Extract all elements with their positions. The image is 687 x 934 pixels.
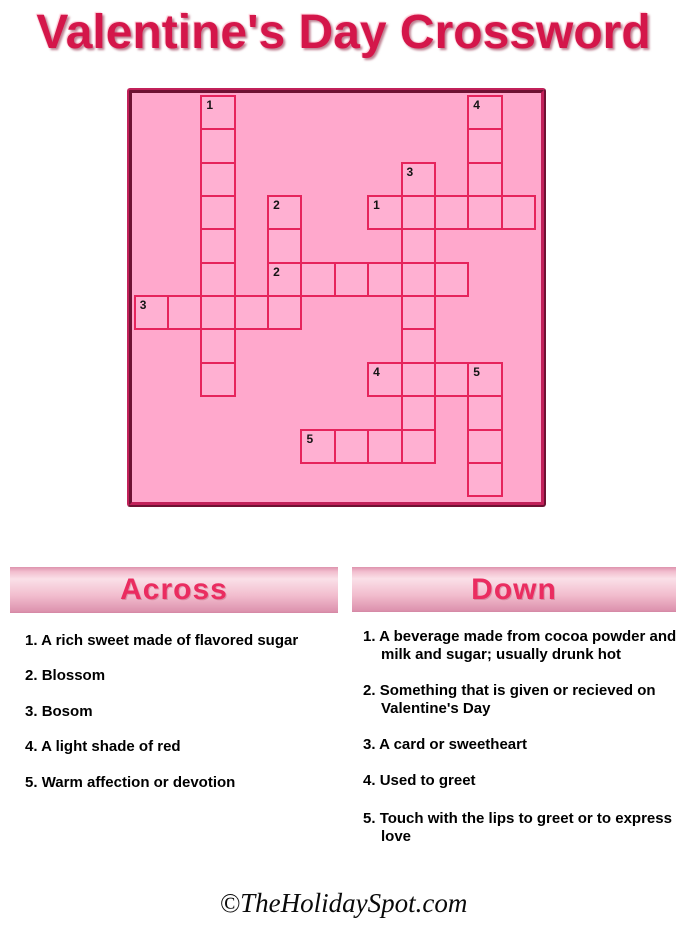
across-clue-1 [25,632,340,650]
crossword-cell[interactable] [467,362,502,397]
crossword-cell[interactable] [467,395,502,430]
crossword-cell[interactable] [467,195,502,230]
cell-number: 1 [373,198,380,213]
crossword-cell[interactable] [267,295,302,330]
clue-number: 2. [25,667,38,684]
crossword-cell[interactable] [267,228,302,263]
clue-text: A beverage made from cocoa powder and milk and sugar; usually drunk hot [379,628,677,663]
crossword-cell[interactable] [401,295,436,330]
crossword-cell[interactable] [401,262,436,297]
across-clue-5 [25,774,340,792]
cell-number: 3 [139,298,147,313]
crossword-cell[interactable] [200,328,235,363]
clue-number: 5. [25,774,38,791]
crossword-cell[interactable] [200,228,235,263]
crossword-cell[interactable] [200,128,235,163]
crossword-cell[interactable] [367,429,402,464]
crossword-cell[interactable] [200,295,235,330]
across-clue-4 [25,738,340,756]
crossword-cell[interactable] [467,95,502,130]
crossword-cell[interactable] [300,429,335,464]
cell-number: 5 [306,431,314,446]
across-header-label: Across [120,573,228,606]
crossword-cell[interactable] [401,362,436,397]
clue-number: 1. [363,628,376,645]
clue-text: Something that is given or recieved on Valentine's Day [379,682,656,717]
cell-number: 5 [473,364,480,379]
crossword-cell[interactable] [401,395,436,430]
clue-text: Blossom [41,667,106,684]
crossword-cell[interactable] [401,228,436,263]
crossword-cell[interactable] [401,429,436,464]
crossword-cell[interactable] [367,262,402,297]
crossword-cell[interactable] [434,195,469,230]
clue-number: 1. [25,632,38,649]
crossword-cell[interactable] [367,362,402,397]
down-header-bar [352,567,676,612]
clue-number: 2. [363,682,376,699]
crossword-cell[interactable] [200,262,235,297]
crossword-cell[interactable] [467,128,502,163]
clue-text: A light shade of red [41,738,181,755]
down-clue-1 [363,628,681,664]
clue-number: 5. [363,810,376,827]
crossword-cell[interactable] [267,262,302,297]
crossword-grid [127,88,546,507]
clue-text: A card or sweetheart [379,736,527,753]
cell-number: 2 [273,264,280,279]
crossword-cell[interactable] [401,162,436,197]
crossword-cell[interactable] [300,262,335,297]
crossword-cell[interactable] [134,295,169,330]
clue-text: Touch with the lips to greet or to express love [379,810,672,845]
clue-text: Warm affection or devotion [41,774,236,791]
down-header-label: Down [471,572,557,606]
cell-number: 2 [273,198,280,213]
clue-text: Used to greet [379,772,476,789]
crossword-cell[interactable] [401,328,436,363]
clue-text: A rich sweet made of flavored sugar [41,632,299,649]
down-clue-4 [363,772,681,790]
crossword-cell[interactable] [167,295,202,330]
crossword-cell[interactable] [200,362,235,397]
cell-number: 1 [206,98,214,112]
crossword-cell[interactable] [501,195,536,230]
across-clue-3 [25,703,340,721]
clue-number: 3. [25,703,38,720]
cell-number: 4 [473,98,480,112]
crossword-cell[interactable] [334,429,369,464]
down-clue-3 [363,736,681,754]
crossword-cell[interactable] [467,429,502,464]
clue-text: Bosom [41,703,93,720]
crossword-cell[interactable] [200,95,235,130]
crossword-cell[interactable] [467,162,502,197]
clue-number: 4. [25,738,38,755]
crossword-cell[interactable] [200,195,235,230]
across-clue-2 [25,667,340,685]
down-clue-2 [363,682,681,718]
across-header-bar [10,567,338,613]
page-title: Valentine's Day Crossword [36,6,651,59]
down-clue-5 [363,810,681,846]
clue-number: 3. [363,736,376,753]
crossword-cell[interactable] [334,262,369,297]
crossword-cell[interactable] [234,295,269,330]
crossword-cell[interactable] [434,262,469,297]
crossword-cell[interactable] [267,195,302,230]
clue-number: 4. [363,772,376,789]
crossword-cell[interactable] [401,195,436,230]
crossword-cell[interactable] [434,362,469,397]
crossword-cell[interactable] [200,162,235,197]
cell-number: 4 [373,364,380,379]
cell-number: 3 [406,164,414,179]
crossword-cell[interactable] [367,195,402,230]
footer-credit: ©TheHolidaySpot.com [219,888,468,918]
crossword-cell[interactable] [467,462,502,497]
